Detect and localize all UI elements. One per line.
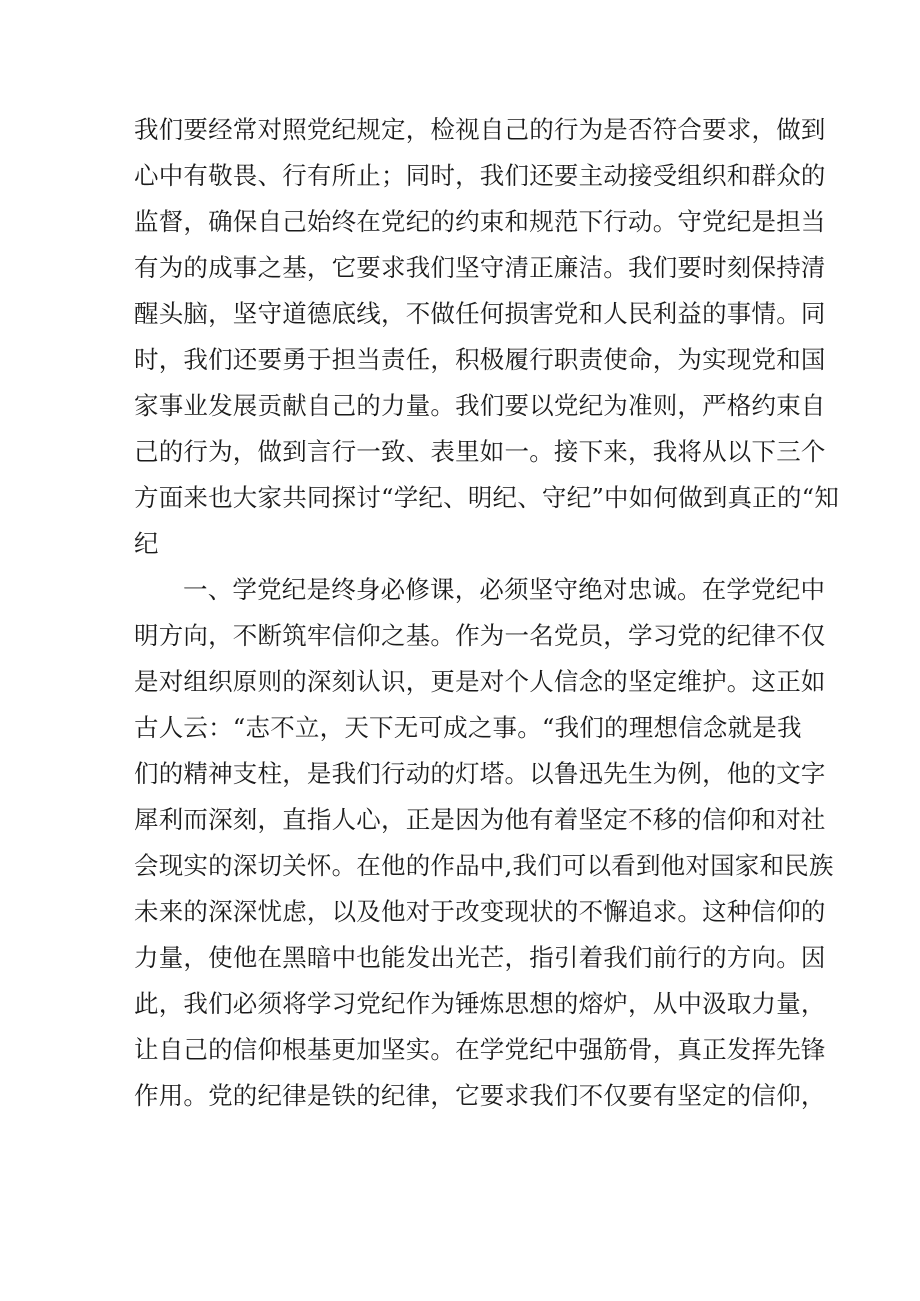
text-line: 一、学党纪是终身必修课，必须坚守绝对忠诚。在学党纪中 — [183, 575, 826, 604]
text-line: 醒头脑，坚守道德底线，不做任何损害党和人民利益的事情。同 — [134, 299, 826, 328]
text-line: 会现实的深切关怀。在他的作品中,我们可以看到他对国家和民族 — [134, 851, 834, 880]
text-line: 未来的深深忧虑，以及他对于改变现状的不懈追求。这种信仰的 — [134, 897, 826, 926]
text-line: 方面来也大家共同探讨“学纪、明纪、守纪”中如何做到真正的“知 — [134, 483, 840, 512]
text-line: 己的行为，做到言行一致、表里如一。接下来，我将从以下三个 — [134, 437, 826, 466]
text-line: 时，我们还要勇于担当责任，积极履行职责使命，为实现党和国 — [134, 345, 826, 374]
text-line: 作用。党的纪律是铁的纪律，它要求我们不仅要有坚定的信仰， — [134, 1081, 826, 1110]
text-line: 力量，使他在黑暗中也能发出光芒，指引着我们前行的方向。因 — [134, 943, 826, 972]
text-line: 监督，确保自己始终在党纪的约束和规范下行动。守党纪是担当 — [134, 207, 826, 236]
text-line: 心中有敬畏、行有所止；同时，我们还要主动接受组织和群众的 — [134, 161, 826, 190]
text-line: 犀利而深刻，直指人心，正是因为他有着坚定不移的信仰和对社 — [134, 805, 826, 834]
text-line: 我们要经常对照党纪规定，检视自己的行为是否符合要求，做到 — [134, 115, 826, 144]
text-line: 有为的成事之基，它要求我们坚守清正廉洁。我们要时刻保持清 — [134, 253, 826, 282]
text-line: 是对组织原则的深刻认识，更是对个人信念的坚定维护。这正如 — [134, 667, 826, 696]
text-line: 纪 — [134, 529, 159, 558]
text-line: 明方向，不断筑牢信仰之基。作为一名党员，学习党的纪律不仅 — [134, 621, 826, 650]
text-line: 此，我们必须将学习党纪作为锤炼思想的熔炉，从中汲取力量， — [134, 989, 826, 1018]
text-line: 古人云：“志不立，天下无可成之事。“我们的理想信念就是我 — [134, 713, 802, 742]
text-line: 们的精神支柱，是我们行动的灯塔。以鲁迅先生为例，他的文字 — [134, 759, 826, 788]
text-line: 家事业发展贡献自己的力量。我们要以党纪为准则，严格约束自 — [134, 391, 826, 420]
text-line: 让自己的信仰根基更加坚实。在学党纪中强筋骨，真正发挥先锋 — [134, 1035, 826, 1064]
